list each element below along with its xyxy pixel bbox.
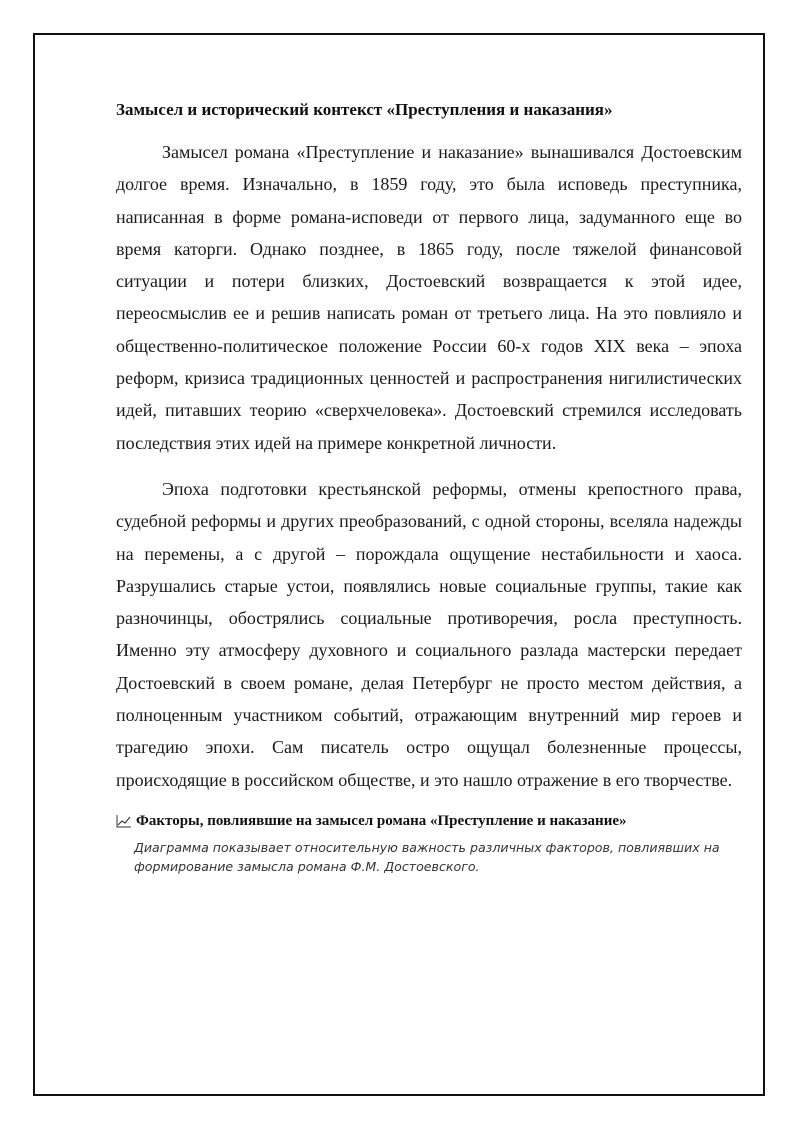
section-heading: Замысел и исторический контекст «Преступления и наказания» <box>116 100 613 119</box>
chart-line-icon <box>116 814 132 828</box>
figure-caption <box>116 810 742 832</box>
figure-title: Факторы, повлиявшие на замысел романа «Преступление и наказание» <box>136 812 627 829</box>
paragraph-2: Эпоха подготовки крестьянской реформы, отмены крепостного права, судебной реформы и других преобразований, с одной стороны, вселяла надежды на перемены, а с другой – порождала ощущение нестабильности и хаоса. Разрушались старые устои, появлялись новые социальные группы, такие как разночинцы, обострялись социальные противоречия, росла преступность. Именно эту атмосферу духовного и социального разлада мастерски передает Достоевский в своем романе, делая Петербург не просто местом действия, а полноценным участником событий, отражающим внутренний мир героев и трагедию эпохи. Сам писатель остро ощущал болезненные процессы, происходящие в российском обществе, и это нашло отражение в его творчестве. <box>116 478 742 790</box>
paragraph-1: Замысел романа «Преступление и наказание» вынашивался Достоевским долгое время. Изначально, в 1859 году, это была исповедь преступника, написанная в форме романа-исповеди от первого лица, задуманного еще во время каторги. Однако позднее, в 1865 году, после тяжелой финансовой ситуации и потери близких, Достоевский возвращается к этой идее, переосмыслив ее и решив написать роман от третьего лица. На это повлияло и общественно-политическое положение России 60-х годов XIX века – эпоха реформ, кризиса традиционных ценностей и распространения нигилистических идей, питавших теорию «сверхчеловека». Достоевский стремился исследовать последствия этих идей на примере конкретной личности. <box>116 142 742 453</box>
document-content <box>116 96 742 876</box>
figure-description: Диаграмма показывает относительную важность различных факторов, повлиявших на формирование замысла романа Ф.М. Достоевского. <box>134 839 720 874</box>
